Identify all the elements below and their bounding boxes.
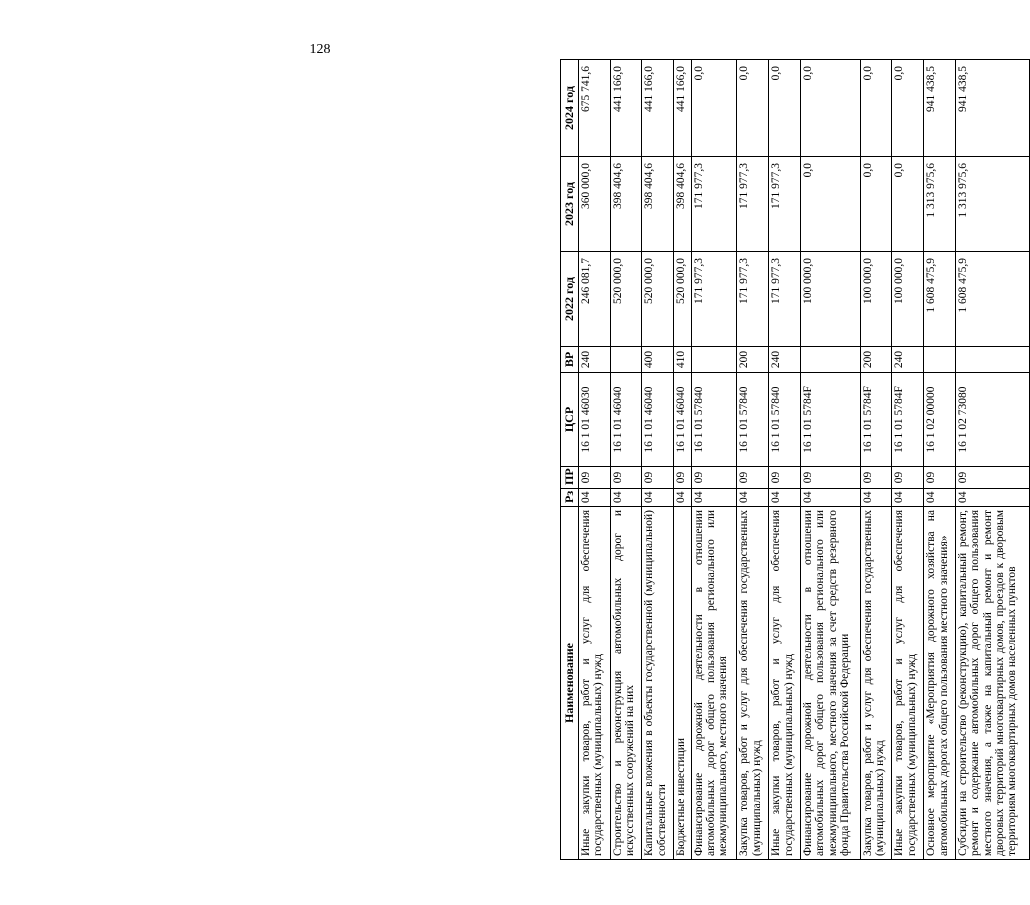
cell-name: Капитальные вложения в объекты государственной (муниципальной) собственности [642,507,674,860]
table-row [924,60,956,860]
cell-csr: 16 1 01 57840 [691,373,737,467]
cell-csr: 16 1 01 46040 [674,373,692,467]
table-row [892,60,924,860]
cell-csr: 16 1 01 5784F [860,373,892,467]
cell-vr: 400 [642,347,674,373]
cell-2023: 171 977,3 [769,157,801,252]
page-number: 128 [309,42,331,57]
cell-2023: 1 313 975,6 [924,157,956,252]
cell-2022: 171 977,3 [737,252,769,347]
cell-rz: 04 [579,489,611,507]
cell-2022: 100 000,0 [860,252,892,347]
cell-name: Бюджетные инвестиции [674,507,692,860]
cell-2022: 100 000,0 [892,252,924,347]
cell-csr: 16 1 01 46040 [642,373,674,467]
cell-2022: 520 000,0 [674,252,692,347]
cell-vr: 240 [892,347,924,373]
cell-2023: 398 404,6 [674,157,692,252]
cell-rz: 04 [892,489,924,507]
cell-2024: 941 438,5 [955,60,1029,157]
cell-name: Иные закупки товаров, работ и услуг для обеспечения государственных (муниципальных) нужд [579,507,611,860]
table-body [579,60,1030,860]
table-row [674,60,692,860]
cell-2024: 441 166,0 [610,60,642,157]
cell-pr: 09 [860,467,892,489]
cell-vr [955,347,1029,373]
cell-rz: 04 [737,489,769,507]
cell-2023: 0,0 [800,157,860,252]
cell-pr: 09 [800,467,860,489]
cell-2024: 0,0 [860,60,892,157]
cell-pr: 09 [579,467,611,489]
table-row [737,60,769,860]
cell-rz: 04 [610,489,642,507]
cell-vr: 200 [737,347,769,373]
cell-2024: 941 438,5 [924,60,956,157]
cell-rz: 04 [860,489,892,507]
cell-vr [691,347,737,373]
cell-csr: 16 1 01 46040 [610,373,642,467]
cell-csr: 16 1 02 73080 [955,373,1029,467]
cell-2024: 0,0 [737,60,769,157]
cell-vr: 240 [579,347,611,373]
table-row [610,60,642,860]
header-rz: Рз [561,489,579,507]
cell-rz: 04 [800,489,860,507]
cell-2024: 0,0 [769,60,801,157]
cell-pr: 09 [691,467,737,489]
cell-vr [610,347,642,373]
header-csr: ЦСР [561,373,579,467]
cell-2022: 171 977,3 [691,252,737,347]
cell-2023: 398 404,6 [642,157,674,252]
cell-2024: 0,0 [892,60,924,157]
table-row [579,60,611,860]
cell-2023: 171 977,3 [737,157,769,252]
cell-2022: 520 000,0 [642,252,674,347]
cell-pr: 09 [642,467,674,489]
cell-csr: 16 1 01 46030 [579,373,611,467]
cell-name: Закупка товаров, работ и услуг для обеспечения государственных (муниципальных) нужд [737,507,769,860]
cell-csr: 16 1 01 5784F [800,373,860,467]
cell-csr: 16 1 01 57840 [769,373,801,467]
cell-csr: 16 1 02 00000 [924,373,956,467]
cell-vr: 410 [674,347,692,373]
header-2023: 2023 год [561,157,579,252]
cell-pr: 09 [737,467,769,489]
cell-2024: 441 166,0 [642,60,674,157]
table-row [691,60,737,860]
header-2024: 2024 год [561,60,579,157]
cell-pr: 09 [610,467,642,489]
cell-rz: 04 [674,489,692,507]
cell-2024: 675 741,6 [579,60,611,157]
cell-2023: 171 977,3 [691,157,737,252]
cell-2023: 0,0 [892,157,924,252]
cell-2023: 360 000,0 [579,157,611,252]
cell-2022: 1 608 475,9 [924,252,956,347]
cell-2023: 398 404,6 [610,157,642,252]
cell-2023: 0,0 [860,157,892,252]
cell-2022: 520 000,0 [610,252,642,347]
cell-rz: 04 [955,489,1029,507]
cell-name: Закупка товаров, работ и услуг для обеспечения государственных (муниципальных) нужд [860,507,892,860]
cell-name: Финансирование дорожной деятельности в отношении автомобильных дорог общего пользования регионального или межмуниципального, местного значения [691,507,737,860]
budget-table [560,59,1030,860]
cell-name: Иные закупки товаров, работ и услуг для обеспечения государственных (муниципальных) нужд [769,507,801,860]
cell-vr: 200 [860,347,892,373]
cell-vr: 240 [769,347,801,373]
cell-pr: 09 [924,467,956,489]
cell-2022: 100 000,0 [800,252,860,347]
header-vr: ВР [561,347,579,373]
cell-csr: 16 1 01 57840 [737,373,769,467]
header-pr: ПР [561,467,579,489]
cell-rz: 04 [769,489,801,507]
cell-2022: 1 608 475,9 [955,252,1029,347]
cell-pr: 09 [769,467,801,489]
cell-2024: 441 166,0 [674,60,692,157]
cell-rz: 04 [691,489,737,507]
table-row [955,60,1029,860]
header-name: Наименование [561,507,579,860]
rotated-table-container [560,60,1030,860]
cell-name: Иные закупки товаров, работ и услуг для обеспечения государственных (муниципальных) нужд [892,507,924,860]
cell-name: Субсидии на строительство (реконструкцию), капитальный ремонт, ремонт и содержание автомобильных дорог общего пользования местного значения, а также на капитальный ремонт и ремонт дворовых территорий многоквартирных домов, проездов к дворовым территориям многоквартирных домов населенных пунктов [955,507,1029,860]
cell-name: Основное мероприятие «Мероприятия дорожного хозяйства на автомобильных дорогах общего пользования местного значения» [924,507,956,860]
table-row [642,60,674,860]
table-row [860,60,892,860]
table-row [800,60,860,860]
cell-name: Финансирование дорожной деятельности в отношении автомобильных дорог общего пользования регионального или межмуниципального, местного значения за счет средств резервного фонда Правительства Российской Федерации [800,507,860,860]
table-header-row [561,60,579,860]
cell-name: Строительство и реконструкция автомобильных дорог и искусственных сооружений на них [610,507,642,860]
cell-2022: 246 081,7 [579,252,611,347]
table-row [769,60,801,860]
cell-pr: 09 [955,467,1029,489]
cell-2024: 0,0 [691,60,737,157]
cell-2024: 0,0 [800,60,860,157]
cell-pr: 09 [892,467,924,489]
cell-vr [800,347,860,373]
cell-2022: 171 977,3 [769,252,801,347]
cell-csr: 16 1 01 5784F [892,373,924,467]
header-2022: 2022 год [561,252,579,347]
cell-pr: 09 [674,467,692,489]
cell-rz: 04 [924,489,956,507]
cell-vr [924,347,956,373]
cell-2023: 1 313 975,6 [955,157,1029,252]
cell-rz: 04 [642,489,674,507]
